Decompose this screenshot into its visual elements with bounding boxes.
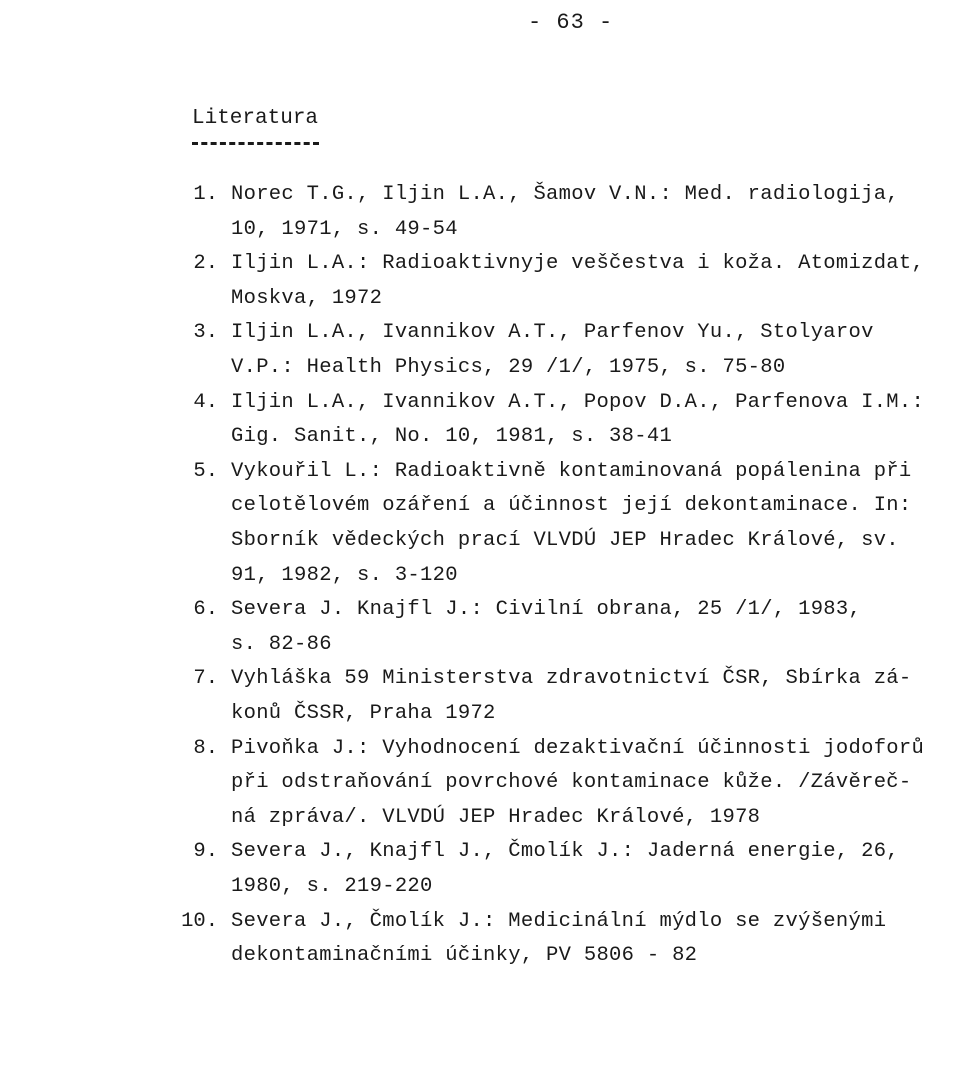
reference-text — [231, 316, 874, 385]
reference-line: 1980, s. 219-220 — [231, 874, 433, 898]
reference-number: 1. — [193, 183, 218, 206]
reference-text — [231, 178, 899, 247]
reference-line: Vykouřil L.: Radioaktivně kontaminovaná popálenina při — [231, 459, 912, 483]
page-title: Literatura — [192, 107, 319, 130]
reference-line: Sborník vědeckých prací VLVDÚ JEP Hradec Králové, sv. — [231, 528, 899, 552]
reference-number: 2. — [193, 252, 218, 276]
heading-underline — [192, 142, 319, 145]
reference-line: 10, 1971, s. 49-54 — [231, 217, 458, 241]
reference-line: 91, 1982, s. 3-120 — [231, 563, 458, 587]
reference-line: Iljin L.A., Ivannikov A.T., Parfenov Yu., Stolyarov — [231, 321, 874, 345]
reference-text — [231, 247, 924, 316]
reference-number: 9. — [193, 840, 218, 864]
reference-number: 7. — [193, 667, 218, 691]
reference-line: Vyhláška 59 Ministerstva zdravotnictví ČSR, Sbírka zá- — [231, 667, 912, 691]
reference-line: konů ČSSR, Praha 1972 — [231, 701, 496, 725]
reference-number: 8. — [193, 736, 218, 760]
reference-line: Norec T.G., Iljin L.A., Šamov V.N.: Med. radiologija, — [231, 183, 899, 206]
reference-text — [231, 732, 924, 836]
page-number: - 63 - — [528, 10, 614, 35]
reference-number: 10. — [181, 909, 218, 933]
reference-line: Gig. Sanit., No. 10, 1981, s. 38-41 — [231, 425, 673, 449]
reference-text — [231, 835, 899, 904]
reference-number: 4. — [193, 390, 218, 414]
reference-line: Severa J., Knajfl J., Čmolík J.: Jaderná energie, 26, — [231, 840, 899, 864]
reference-line: s. 82-86 — [231, 632, 332, 656]
reference-number: 3. — [193, 321, 218, 345]
reference-line: V.P.: Health Physics, 29 /1/, 1975, s. 75-80 — [231, 355, 786, 379]
reference-line: Moskva, 1972 — [231, 286, 383, 310]
reference-line: Iljin L.A.: Radioaktivnyje veščestva i koža. Atomizdat, — [231, 252, 925, 276]
reference-text — [231, 662, 912, 731]
reference-line: Severa J. Knajfl J.: Civilní obrana, 25 /1/, 1983, — [231, 598, 862, 622]
reference-line: Pivoňka J.: Vyhodnocení dezaktivační účinnosti jodoforů — [231, 736, 925, 760]
reference-line: Iljin L.A., Ivannikov A.T., Popov D.A., Parfenova I.M.: — [231, 390, 925, 414]
reference-text — [231, 593, 861, 662]
reference-line: při odstraňování povrchové kontaminace kůže. /Závěreč- — [231, 771, 912, 795]
reference-number: 6. — [193, 598, 218, 622]
reference-line: Severa J., Čmolík J.: Medicinální mýdlo se zvýšenými — [231, 909, 887, 933]
reference-line: dekontaminačními účinky, PV 5806 - 82 — [231, 944, 698, 968]
reference-number: 5. — [193, 459, 218, 483]
reference-text — [231, 905, 886, 974]
reference-text — [231, 455, 912, 593]
reference-text — [231, 386, 924, 455]
reference-line: ná zpráva/. VLVDÚ JEP Hradec Králové, 1978 — [231, 805, 761, 829]
reference-line: celotělovém ozáření a účinnost její dekontaminace. In: — [231, 494, 912, 518]
